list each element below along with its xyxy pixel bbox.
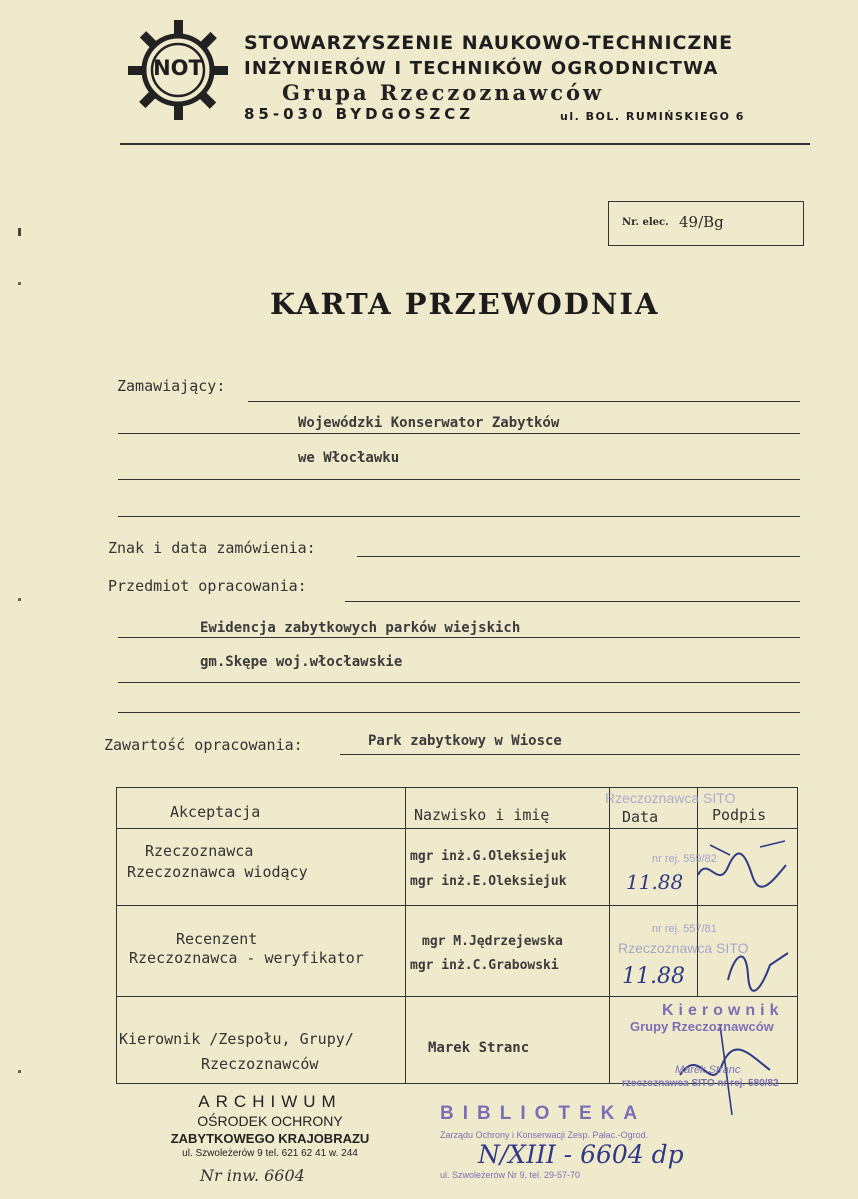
ordering-party-value-2: we Włocławku [298,450,400,466]
table-header-date: Data [622,808,659,826]
table-row-3-name-1: Marek Stranc [428,1040,530,1056]
table-vline [609,787,610,1083]
subject-value-2: gm.Skępe woj.włocławskie [200,654,403,670]
logo-text: NOT [153,56,203,80]
subject-line-0 [345,601,800,602]
subject-line-2 [118,682,800,683]
archive-stamp-line2: OŚRODEK OCHRONY [197,1113,343,1129]
order-ref-line [357,556,800,557]
library-stamp-title: BIBLIOTEKA [440,1103,647,1124]
table-row-1-name-1: mgr inż.G.Oleksiejuk [410,849,567,864]
table-row-2-name-1: mgr M.Jędrzejewska [422,934,563,949]
margin-mark [18,228,21,236]
ordering-party-line-3 [118,516,800,517]
header-divider [120,143,810,145]
table-row-3-role-1: Kierownik /Zespołu, Grupy/ [119,1030,354,1048]
org-address-city: 85-030 BYDGOSZCZ [244,105,475,123]
table-row-3-role-2: Rzeczoznawców [201,1055,319,1073]
record-number-box [608,201,804,246]
archive-stamp [152,1092,388,1159]
gear-logo-icon [124,16,232,124]
record-number-label: Nr. elec. [622,217,669,228]
subject-value-1: Ewidencja zabytkowych parków wiejskich [200,620,521,636]
table-header-name: Nazwisko i imię [414,806,550,824]
table-row-1-date: 11.88 [626,870,684,894]
margin-mark [18,598,21,601]
library-stamp-handwriting: N/XIII - 6604 dp [478,1140,684,1169]
contents-line [340,754,800,755]
contents-value: Park zabytkowy w Wiosce [368,733,562,749]
ordering-party-line-0 [248,401,800,402]
record-number-value: 49/Bg [679,213,724,231]
table-row-1-name-2: mgr inż.E.Oleksiejuk [410,874,567,889]
org-name-line2: INŻYNIERÓW I TECHNIKÓW OGRODNICTWA [244,58,719,79]
archive-stamp-title: ARCHIWUM [198,1092,342,1111]
faint-stamp-row1: nr rej. 559/82 [652,853,717,865]
org-name-line1: STOWARZYSZENIE NAUKOWO-TECHNICZNE [244,32,734,54]
table-hline [116,996,797,997]
table-row-2-role-1: Recenzent [176,930,258,948]
table-hline [116,828,797,829]
table-vline [405,787,406,1083]
faint-stamp-row2: nr rej. 557/81 [652,923,717,935]
library-stamp-line2: Zarządu Ochrony i Konserwacji Zesp. Pałac.-Ogrod. [440,1130,649,1140]
ordering-party-line-1 [118,433,800,434]
document-title: KARTA PRZEWODNIA [270,287,660,321]
table-row-2-name-2: mgr inż.C.Grabowski [410,958,559,973]
table-row-1-role-2: Rzeczoznawca wiodący [127,863,308,881]
archive-stamp-line3: ZABYTKOWEGO KRAJOBRAZU [170,1131,370,1146]
table-header-signature: Podpis [712,806,767,824]
archive-stamp-line4: ul. Szwoleżerów 9 tel. 621 62 41 w. 244 [182,1148,358,1159]
subject-label: Przedmiot opracowania: [108,577,307,595]
faint-stamp-header: Rzeczoznawca SITO [605,790,736,806]
ordering-party-line-2 [118,479,800,480]
contents-label: Zawartość opracowania: [104,736,303,754]
order-ref-label: Znak i data zamówienia: [108,539,316,557]
margin-mark [18,282,21,285]
signature-scribble-row2 [718,935,798,995]
manager-stamp-registry: rzeczoznawca SITO nr rej. 580/82 [622,1078,779,1089]
ordering-party-label: Zamawiający: [117,377,226,395]
manager-stamp-name: Marek Stranc [675,1064,741,1076]
table-header-acceptance: Akceptacja [170,803,261,821]
org-group-name: Grupa Rzeczoznawców [282,80,605,105]
ordering-party-value-1: Wojewódzki Konserwator Zabytków [298,415,560,431]
manager-stamp-line1: Kierownik [662,1002,784,1019]
faint-stamp-row2-title: Rzeczoznawca SITO [618,940,749,956]
archive-inventory-handwriting: Nr inw. 6604 [200,1166,305,1185]
table-row-1-role-1: Rzeczoznawca [145,842,254,860]
library-stamp-line3: ul. Szwoleżerów Nr 9, tel. 29-57-70 [440,1170,581,1180]
org-address-street: ul. BOL. RUMIŃSKIEGO 6 [560,110,745,123]
table-hline [116,905,797,906]
table-row-2-role-2: Rzeczoznawca - weryfikator [129,949,364,967]
subject-line-3 [118,712,800,713]
margin-mark [18,1070,21,1073]
table-row-2-date: 11.88 [622,964,685,989]
manager-stamp-line2: Grupy Rzeczoznawców [630,1019,774,1034]
subject-line-1 [118,637,800,638]
signature-scribble-row1 [690,835,800,900]
